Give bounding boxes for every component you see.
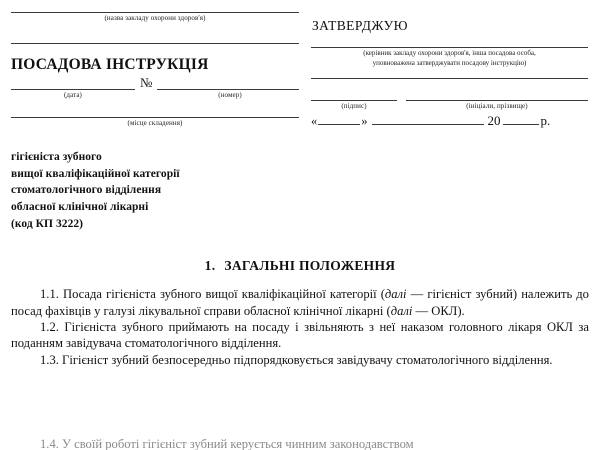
paragraph-1-3: 1.3. Гігієніст зубний безпосередньо підпорядковується завідувачу стоматологічного відділення. [40, 352, 553, 367]
document-body [0, 286, 600, 368]
signature-blank-line [311, 90, 397, 101]
approval-date-line [311, 113, 588, 129]
section-number: 1. [204, 258, 216, 274]
position-line: вищої кваліфікаційної категорії [11, 167, 180, 180]
signature-row [311, 90, 588, 101]
year-suffix: р. [540, 113, 551, 129]
initials-blank-line [406, 90, 588, 101]
quote-open: « [311, 114, 318, 129]
approver-caption-line-1: (керівник закладу охорони здоров'я, інша посадова особа, [363, 49, 536, 57]
position-line: гігієніста зубного [11, 151, 102, 164]
section-heading [0, 258, 600, 274]
header-second-blank-line [11, 43, 299, 44]
quote-close: » [361, 114, 368, 129]
paragraph-1-1: 1.1. Посада гігієніста зубного вищої кваліфікаційної категорії (далі — гігієніст зубний) належить до посад фахівців у галузі лікувальної справи обласної клінічної лікарні (далі — ОКЛ). [11, 287, 589, 318]
place-blank-line [11, 117, 299, 118]
position-line: обласної клінічної лікарні [11, 201, 149, 214]
position-block [11, 149, 600, 232]
date-number-captions [11, 90, 299, 100]
position-line: (код КП 3222) [11, 217, 84, 230]
day-blank [318, 113, 360, 125]
year-prefix: 20 [487, 113, 501, 129]
date-caption: (дата) [63, 90, 82, 99]
institution-caption: (назва закладу охорони здоров'я) [104, 14, 206, 22]
year-blank [503, 113, 539, 125]
signature-caption: (підпис) [341, 102, 367, 111]
clipped-next-line [11, 436, 589, 450]
date-number-row [11, 76, 299, 90]
header-left-column [11, 12, 299, 127]
position-line: стоматологічного відділення [11, 184, 162, 197]
number-symbol: № [140, 74, 153, 90]
clipped-text: 1.4. У своїй роботі гігієніст зубний керується чинним законодавством [40, 437, 414, 450]
place-caption: (місце складення) [127, 118, 183, 127]
number-blank-line [157, 78, 299, 90]
initials-caption: (ініціали, прізвище) [466, 102, 528, 111]
header-right-column [311, 12, 588, 129]
paragraph-1-2: 1.2. Гігієніста зубного приймають на посаду і звільняють з неї наказом головного лікаря ОКЛ за поданням завідувача стоматологічного відділення. [11, 320, 589, 351]
number-caption: (номер) [218, 90, 242, 99]
document-title: ПОСАДОВА ІНСТРУКЦІЯ [11, 55, 209, 73]
approver-name-blank-line [311, 78, 588, 79]
approver-caption-line-2: уповноважена затверджувати посадову інструкцію) [372, 59, 527, 68]
section-title: ЗАГАЛЬНІ ПОЛОЖЕННЯ [224, 258, 396, 274]
signature-captions [311, 101, 588, 111]
approve-word: ЗАТВЕРДЖУЮ [312, 18, 408, 33]
document-header [0, 0, 600, 129]
month-blank [372, 113, 484, 125]
institution-blank-line [11, 12, 299, 13]
date-blank-line [11, 78, 135, 90]
